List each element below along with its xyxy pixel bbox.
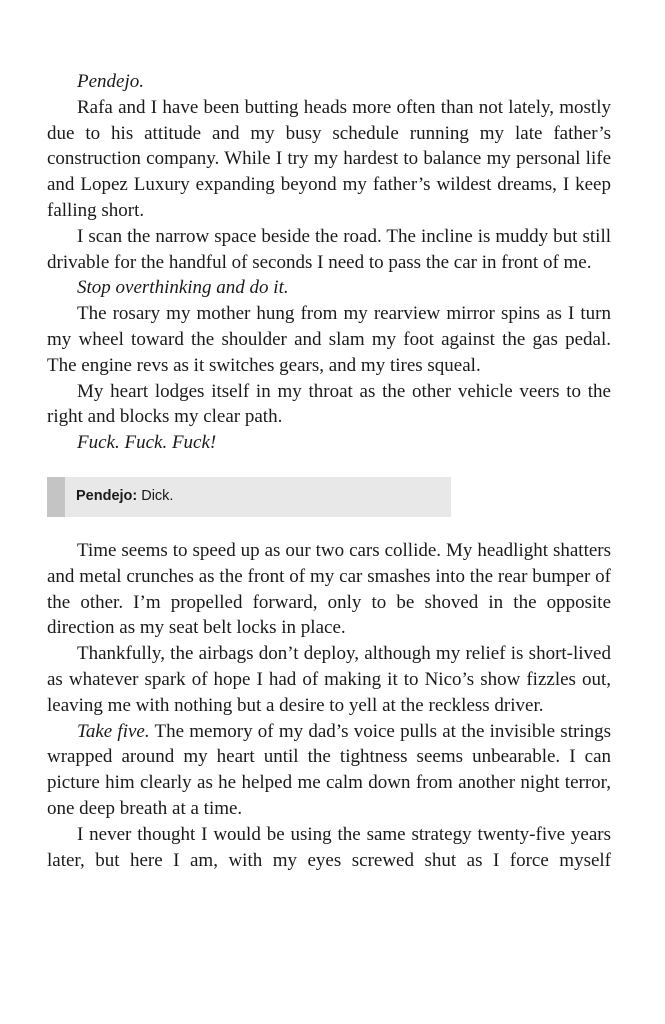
paragraph-heart-lodges: My heart lodges itself in my throat as the other vehicle veers to the right and blocks my clear path. (47, 380, 611, 428)
paragraph-rosary: The rosary my mother hung from my rearview mirror spins as I turn my wheel toward the shoulder and slam my foot against the gas pedal. The engine revs as it switches gears, and my tires squeal. (47, 303, 611, 376)
paragraph-fuck: Fuck. Fuck. Fuck! (77, 432, 217, 454)
paragraph-airbags: Thankfully, the airbags don’t deploy, although my relief is short-lived as whatever spark of hope I had of making it to Nico’s show fizzles out, leaving me with nothing but a desire to yell at the reckless driver. (47, 643, 611, 716)
paragraph-cars-collide: Time seems to speed up as our two cars collide. My headlight shatters and metal crunches as the front of my car smashes into the rear bumper of the other. I’m propelled forward, only to be shoved in the opposite direction as my seat belt locks in place. (47, 539, 611, 639)
glossary-term: Pendejo: (76, 488, 138, 505)
book-page (47, 69, 611, 873)
paragraph-pendejo: Pendejo. (77, 71, 145, 92)
paragraph-strategy: I never thought I would be using the same strategy twenty-five years later, but here I am, with my eyes screwed shut as I force myself (47, 823, 611, 871)
paragraph-rafa: Rafa and I have been butting heads more often than not lately, mostly due to his attitude and my busy schedule running my late father’s construction company. While I try my hardest to balance my personal life and Lopez Luxury expanding beyond my father’s wildest dreams, I keep falling short. (47, 96, 611, 221)
paragraph-stop-overthinking: Stop overthinking and do it. (77, 277, 289, 299)
take-five-italic: Take five. (77, 720, 150, 742)
glossary-definition: Dick. (141, 488, 174, 505)
glossary-box (47, 477, 451, 517)
paragraph-scan-road: I scan the narrow space beside the road. The incline is muddy but still drivable for the handful of seconds I need to pass the car in front of me. (47, 225, 611, 273)
paragraph-take-five (47, 719, 611, 822)
take-five-text: The memory of my dad’s voice pulls at the invisible strings wrapped around my heart until the tightness seems unbearable. I can picture him clearly as he helped me calm down from another night terror, one deep breath at a time. (47, 720, 611, 819)
